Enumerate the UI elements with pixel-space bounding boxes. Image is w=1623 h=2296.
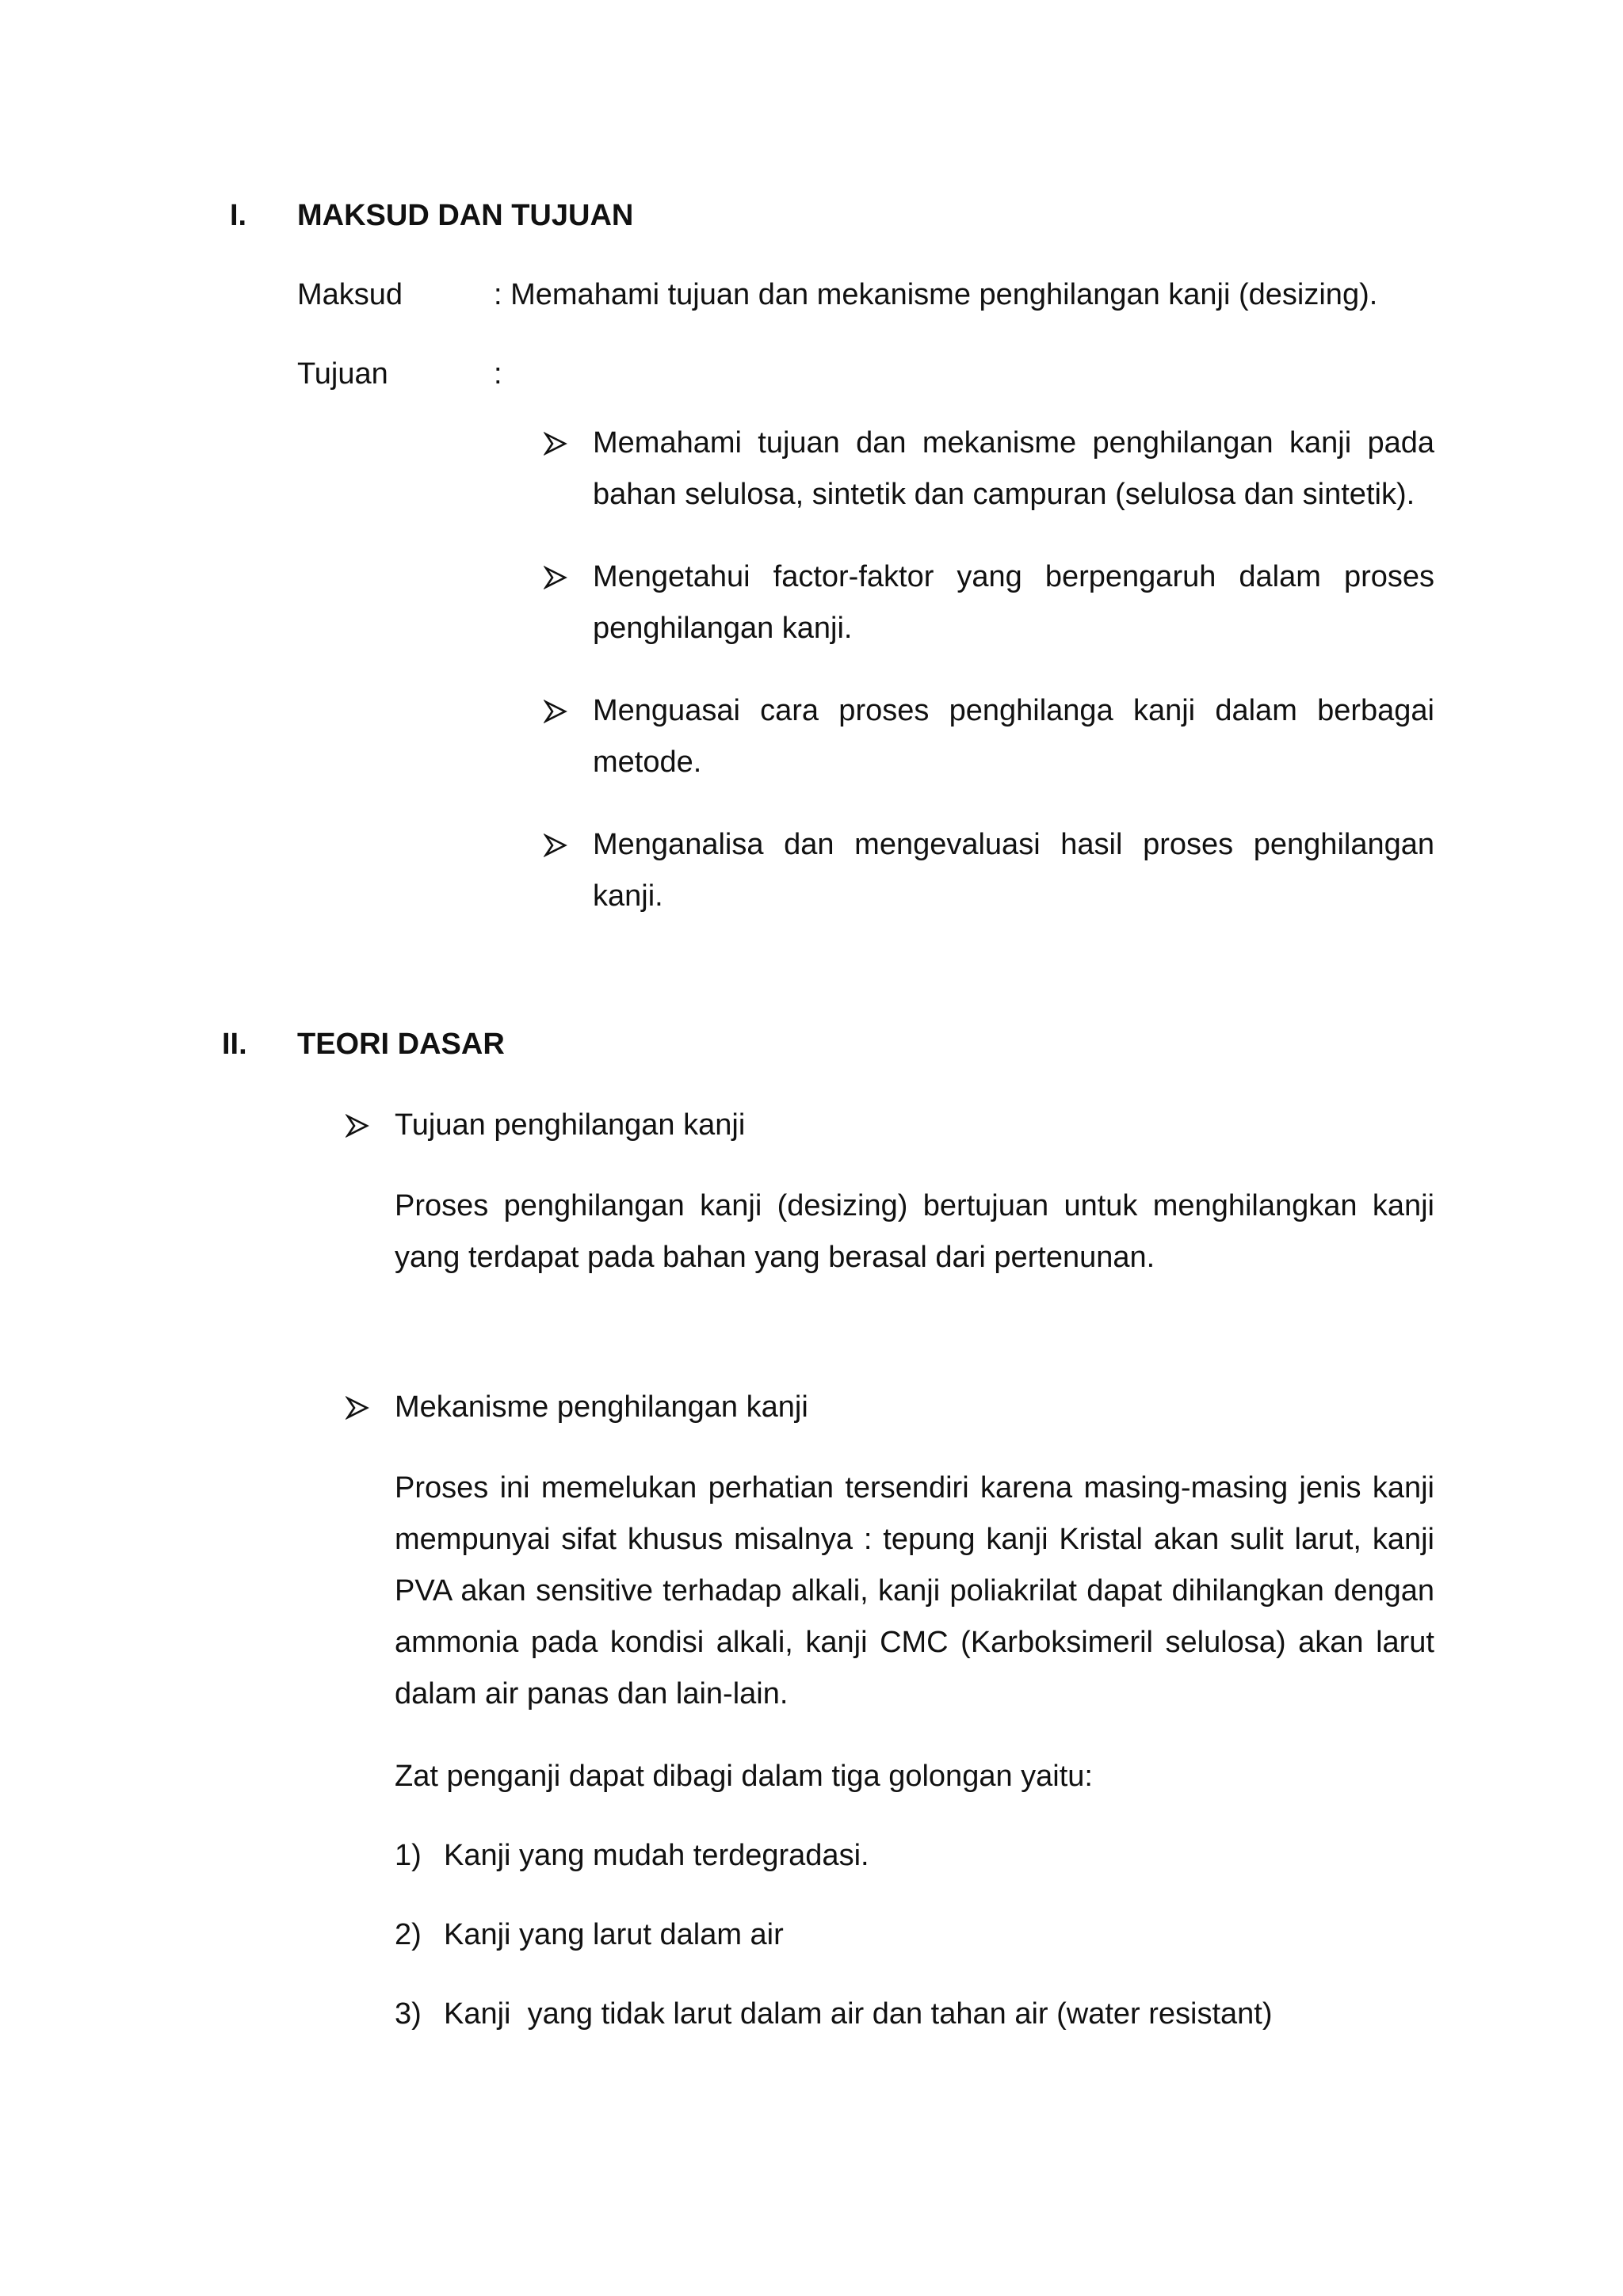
arrow-bullet-icon	[544, 700, 567, 723]
subsection-1-title: Tujuan penghilangan kanji	[395, 1108, 746, 1142]
section-1-title: MAKSUD DAN TUJUAN	[297, 199, 634, 232]
subsection-1-paragraph: Proses penghilangan kanji (desizing) bertujuan untuk menghilangkan kanji yang terdapat pada bahan yang berasal dari pertenunan.	[395, 1189, 1434, 1274]
tujuan-label: Tujuan	[297, 357, 388, 391]
arrow-bullet-icon	[346, 1114, 369, 1138]
tujuan-item-2: Mengetahui factor-faktor yang berpengaruh dalam proses penghilangan kanji.	[593, 560, 1434, 645]
arrow-bullet-icon	[544, 566, 567, 589]
list-item-number: 3)	[395, 1997, 422, 2031]
section-2-title: TEORI DASAR	[297, 1028, 505, 1061]
maksud-text: : Memahami tujuan dan mekanisme penghilangan kanji (desizing).	[494, 278, 1378, 311]
section-2-number: II.	[222, 1028, 247, 1061]
subsection-2-paragraph: Proses ini memelukan perhatian tersendiri karena masing-masing jenis kanji mempunyai sifat khusus misalnya : tepung kanji Kristal akan sulit larut, kanji PVA akan sensitive terhadap alkali, kanji poliakrilat dapat dihilangkan dengan ammonia pada kondisi alkali, kanji CMC (Karboksimeril selulosa) akan larut dalam air panas dan lain-lain.	[395, 1471, 1434, 1711]
subsection-2-title: Mekanisme penghilangan kanji	[395, 1390, 808, 1424]
list-item-text: Kanji yang larut dalam air	[444, 1918, 784, 1951]
arrow-bullet-icon	[544, 432, 567, 456]
list-item-number: 1)	[395, 1839, 422, 1872]
list-item-text: Kanji yang mudah terdegradasi.	[444, 1839, 869, 1872]
section-1-number: I.	[230, 199, 247, 232]
maksud-label: Maksud	[297, 278, 403, 311]
groups-intro: Zat penganji dapat dibagi dalam tiga golongan yaitu:	[395, 1760, 1093, 1793]
tujuan-colon: :	[494, 357, 502, 391]
list-item-number: 2)	[395, 1918, 422, 1951]
arrow-bullet-icon	[544, 833, 567, 857]
tujuan-item-1: Memahami tujuan dan mekanisme penghilangan kanji pada bahan selulosa, sintetik dan campuran (selulosa dan sintetik).	[593, 426, 1434, 511]
arrow-bullet-icon	[346, 1396, 369, 1420]
list-item-text: Kanji yang tidak larut dalam air dan tahan air (water resistant)	[444, 1997, 1273, 2031]
tujuan-item-4: Menganalisa dan mengevaluasi hasil proses penghilangan kanji.	[593, 828, 1434, 913]
tujuan-item-3: Menguasai cara proses penghilanga kanji dalam berbagai metode.	[593, 694, 1434, 779]
